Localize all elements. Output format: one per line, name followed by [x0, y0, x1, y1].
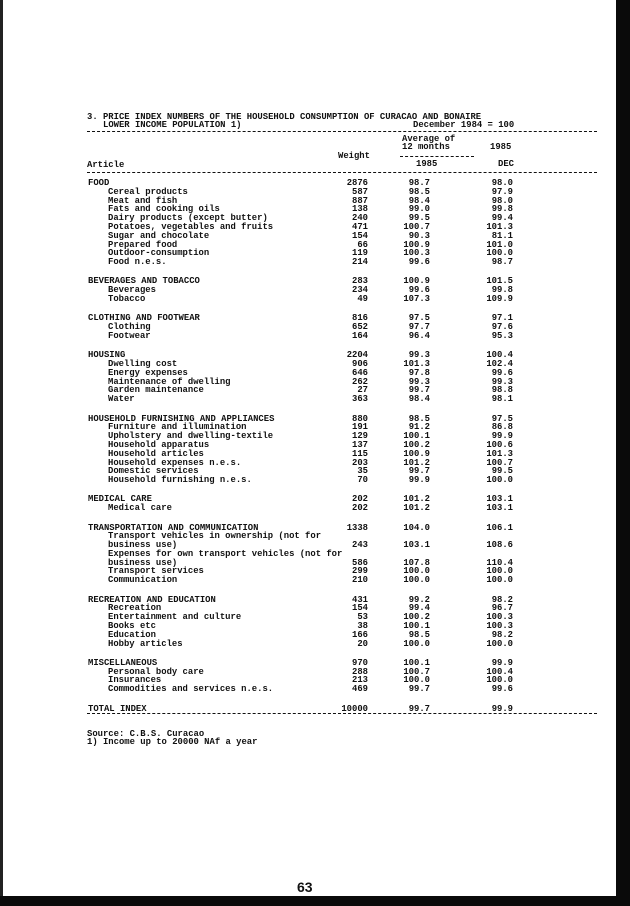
table-row [88, 504, 518, 513]
weight-value: 299 [352, 566, 368, 577]
table-subtitle: LOWER INCOME POPULATION 1) [103, 120, 242, 130]
category-group [88, 314, 518, 340]
weight-value: 240 [352, 213, 368, 224]
average-value: 99.6 [408, 285, 430, 296]
dec-value: 99.6 [491, 684, 513, 695]
header-dec-year: 1985 [490, 142, 512, 152]
category-group [88, 415, 518, 485]
dec-value: 97.6 [491, 322, 513, 333]
weight-value: 652 [352, 322, 368, 333]
dec-value: 100.4 [486, 666, 513, 677]
dec-value: 102.4 [486, 359, 513, 370]
article-label: Transport services [108, 566, 204, 577]
weight-value: 164 [352, 330, 368, 341]
article-label: Education [108, 629, 156, 640]
article-label: Sugar and chocolate [108, 230, 210, 241]
dec-value: 81.1 [491, 230, 513, 241]
average-value: 101.2 [403, 503, 430, 514]
header-divider [400, 156, 474, 157]
weight-value: 234 [352, 285, 368, 296]
category-group [88, 596, 518, 649]
article-label: Energy expenses [108, 367, 188, 378]
weight-value: 66 [357, 239, 368, 250]
average-value: 104.0 [403, 522, 430, 533]
dec-value: 103.1 [486, 503, 513, 514]
dec-value: 99.3 [491, 376, 513, 387]
weight-value: 202 [352, 494, 368, 505]
article-label: Footwear [108, 330, 151, 341]
article-label: Recreation [108, 603, 162, 614]
dec-value: 100.3 [486, 620, 513, 631]
article-label: Dairy products (except butter) [108, 213, 268, 224]
divider [87, 172, 597, 173]
average-value: 99.7 [408, 466, 430, 477]
average-value: 99.7 [408, 684, 430, 695]
dec-value: 95.3 [491, 330, 513, 341]
scan-edge-left [0, 0, 3, 906]
article-label: Prepared food [108, 239, 178, 250]
weight-value: 10000 [341, 703, 368, 714]
weight-value: 880 [352, 413, 368, 424]
dec-value: 98.8 [491, 385, 513, 396]
average-value: 100.2 [403, 612, 430, 623]
article-label: MEDICAL CARE [88, 494, 152, 505]
article-label: Meat and fish [108, 195, 178, 206]
weight-value: 115 [352, 448, 368, 459]
article-label: CLOTHING AND FOOTWEAR [88, 313, 200, 324]
article-label: FOOD [88, 178, 110, 188]
dec-value: 98.2 [491, 629, 513, 640]
average-value: 100.0 [403, 575, 430, 586]
average-value: 100.1 [403, 431, 430, 442]
article-label: Cereal products [108, 186, 188, 197]
weight-value: 243 [352, 540, 368, 551]
average-value: 101.3 [403, 359, 430, 370]
weight-value: 887 [352, 195, 368, 206]
price-index-table [88, 179, 518, 724]
article-label: Communication [108, 575, 178, 586]
weight-value: 154 [352, 603, 368, 614]
weight-value: 262 [352, 376, 368, 387]
header-article: Article [87, 160, 125, 170]
average-value: 100.7 [403, 221, 430, 232]
average-value: 100.9 [403, 448, 430, 459]
dec-value: 100.0 [486, 475, 513, 486]
header-dec-label: DEC [498, 159, 514, 169]
article-label: Food n.e.s. [108, 257, 167, 268]
dec-value: 101.5 [486, 276, 513, 287]
header-average-year: 1985 [416, 159, 438, 169]
article-label: HOUSING [88, 350, 126, 361]
weight-value: 816 [352, 313, 368, 324]
article-label: Hobby articles [108, 638, 183, 649]
weight-value: 38 [357, 620, 368, 631]
dec-value: 108.6 [486, 540, 513, 551]
weight-value: 431 [352, 594, 368, 605]
article-label: Dwelling cost [108, 359, 178, 370]
average-value: 100.0 [403, 675, 430, 686]
dec-value: 100.0 [486, 566, 513, 577]
category-row [88, 314, 518, 323]
table-row [88, 295, 518, 304]
average-value: 103.1 [403, 540, 430, 551]
table-row [88, 258, 518, 267]
article-label: Fats and cooking oils [108, 204, 220, 215]
dec-value: 98.0 [491, 178, 513, 188]
weight-value: 363 [352, 394, 368, 405]
article-label: Tobacco [108, 294, 146, 305]
article-label: Garden maintenance [108, 385, 204, 396]
dec-value: 101.3 [486, 448, 513, 459]
article-label: Potatoes, vegetables and fruits [108, 221, 274, 232]
average-value: 101.2 [403, 457, 430, 468]
average-value: 99.3 [408, 376, 430, 387]
dec-value: 97.1 [491, 313, 513, 324]
weight-value: 191 [352, 422, 368, 433]
table-row [88, 640, 518, 649]
article-label: Upholstery and dwelling-textile [108, 431, 274, 442]
dec-value: 100.3 [486, 612, 513, 623]
divider [87, 713, 597, 714]
divider [87, 131, 597, 132]
table-row [88, 323, 518, 332]
weight-value: 970 [352, 657, 368, 668]
average-value: 100.3 [403, 248, 430, 259]
article-label: Entertainment and culture [108, 612, 242, 623]
weight-value: 586 [352, 557, 368, 568]
average-value: 97.5 [408, 313, 430, 324]
article-label: Medical care [108, 503, 172, 514]
weight-value: 53 [357, 612, 368, 623]
article-label: Beverages [108, 285, 156, 296]
average-value: 97.8 [408, 367, 430, 378]
weight-value: 20 [357, 638, 368, 649]
table-row [88, 386, 518, 395]
dec-value: 99.6 [491, 367, 513, 378]
average-value: 98.4 [408, 394, 430, 405]
average-value: 100.1 [403, 657, 430, 668]
weight-value: 587 [352, 186, 368, 197]
article-label: MISCELLANEOUS [88, 657, 158, 668]
weight-value: 1338 [346, 522, 368, 533]
header-average-line1: Average of [402, 134, 456, 144]
page-number: 63 [297, 879, 313, 895]
table-row [88, 476, 518, 485]
source-note: Source: C.B.S. Curacao [87, 729, 205, 739]
article-label: Household expenses n.e.s. [108, 457, 242, 468]
average-value: 100.0 [403, 566, 430, 577]
article-label: business use) [108, 540, 178, 551]
article-label: HOUSEHOLD FURNISHING AND APPLIANCES [88, 413, 275, 424]
dec-value: 99.8 [491, 285, 513, 296]
dec-value: 97.5 [491, 413, 513, 424]
article-label: Books etc [108, 620, 156, 631]
article-label: TOTAL INDEX [88, 703, 147, 714]
dec-value: 99.5 [491, 466, 513, 477]
dec-value: 86.8 [491, 422, 513, 433]
average-value: 99.2 [408, 594, 430, 605]
category-group [88, 495, 518, 513]
category-group [88, 524, 518, 586]
average-value: 97.7 [408, 322, 430, 333]
weight-value: 137 [352, 439, 368, 450]
scan-edge-bottom [0, 896, 630, 906]
table-row [88, 576, 518, 585]
table-title: 3. PRICE INDEX NUMBERS OF THE HOUSEHOLD CONSUMPTION OF CURACAO AND BONAIRE [87, 112, 482, 122]
average-value: 101.2 [403, 494, 430, 505]
dec-value: 100.6 [486, 439, 513, 450]
weight-value: 214 [352, 257, 368, 268]
dec-value: 98.2 [491, 594, 513, 605]
average-value: 100.7 [403, 666, 430, 677]
weight-value: 70 [357, 475, 368, 486]
weight-value: 166 [352, 629, 368, 640]
average-value: 107.3 [403, 294, 430, 305]
dec-value: 100.0 [486, 675, 513, 686]
dec-value: 101.3 [486, 221, 513, 232]
table-row [88, 332, 518, 341]
article-label: Commodities and services n.e.s. [108, 684, 274, 695]
article-label: Household articles [108, 448, 204, 459]
weight-value: 35 [357, 466, 368, 477]
average-value: 99.0 [408, 204, 430, 215]
average-value: 99.5 [408, 213, 430, 224]
dec-value: 98.0 [491, 195, 513, 206]
dec-value: 99.9 [491, 703, 513, 714]
article-label: Domestic services [108, 466, 199, 477]
scan-edge-right [616, 0, 630, 906]
dec-value: 100.0 [486, 248, 513, 259]
article-label: Clothing [108, 322, 151, 333]
article-label: Outdoor-consumption [108, 248, 210, 259]
weight-value: 203 [352, 457, 368, 468]
dec-value: 100.0 [486, 638, 513, 649]
average-value: 98.5 [408, 629, 430, 640]
average-value: 100.1 [403, 620, 430, 631]
dec-value: 109.9 [486, 294, 513, 305]
average-value: 100.9 [403, 239, 430, 250]
weight-value: 27 [357, 385, 368, 396]
dec-value: 103.1 [486, 494, 513, 505]
header-weight: Weight [338, 151, 370, 161]
weight-value: 154 [352, 230, 368, 241]
weight-value: 138 [352, 204, 368, 215]
dec-value: 96.7 [491, 603, 513, 614]
article-label: Personal body care [108, 666, 204, 677]
dec-value: 99.4 [491, 213, 513, 224]
article-label: BEVERAGES AND TOBACCO [88, 276, 200, 287]
average-value: 90.3 [408, 230, 430, 241]
weight-value: 119 [352, 248, 368, 259]
weight-value: 646 [352, 367, 368, 378]
article-label: Household apparatus [108, 439, 210, 450]
article-label: business use) [108, 557, 178, 568]
average-value: 98.5 [408, 186, 430, 197]
weight-value: 129 [352, 431, 368, 442]
base-period: December 1984 = 100 [413, 120, 515, 130]
article-label: Household furnishing n.e.s. [108, 475, 252, 486]
weight-value: 469 [352, 684, 368, 695]
table-row [88, 685, 518, 694]
average-value: 99.3 [408, 350, 430, 361]
weight-value: 2204 [346, 350, 368, 361]
average-value: 107.8 [403, 557, 430, 568]
average-value: 98.4 [408, 195, 430, 206]
article-label: Furniture and illumination [108, 422, 247, 433]
weight-value: 49 [357, 294, 368, 305]
weight-value: 213 [352, 675, 368, 686]
weight-value: 288 [352, 666, 368, 677]
article-label: Water [108, 394, 135, 405]
average-value: 100.0 [403, 638, 430, 649]
header-average-line2: 12 months [402, 142, 450, 152]
dec-value: 99.9 [491, 657, 513, 668]
dec-value: 100.0 [486, 575, 513, 586]
dec-value: 110.4 [486, 557, 513, 568]
article-label: TRANSPORTATION AND COMMUNICATION [88, 522, 259, 533]
article-label: RECREATION AND EDUCATION [88, 594, 216, 605]
average-value: 99.9 [408, 475, 430, 486]
average-value: 99.6 [408, 257, 430, 268]
weight-value: 202 [352, 503, 368, 514]
dec-value: 101.0 [486, 239, 513, 250]
weight-value: 283 [352, 276, 368, 287]
weight-value: 2876 [346, 178, 368, 188]
dec-value: 106.1 [486, 522, 513, 533]
average-value: 100.2 [403, 439, 430, 450]
dec-value: 98.7 [491, 257, 513, 268]
category-group [88, 179, 518, 267]
average-value: 91.2 [408, 422, 430, 433]
article-label: Expenses for own transport vehicles (not for [108, 548, 343, 559]
weight-value: 471 [352, 221, 368, 232]
dec-value: 97.9 [491, 186, 513, 197]
article-label: Maintenance of dwelling [108, 376, 231, 387]
average-value: 96.4 [408, 330, 430, 341]
category-group [88, 659, 518, 694]
category-group [88, 351, 518, 404]
dec-value: 100.7 [486, 457, 513, 468]
average-value: 99.7 [408, 385, 430, 396]
dec-value: 99.9 [491, 431, 513, 442]
table-row [88, 286, 518, 295]
average-value: 98.5 [408, 413, 430, 424]
average-value: 99.7 [408, 703, 430, 714]
table-row [88, 395, 518, 404]
weight-value: 906 [352, 359, 368, 370]
category-group [88, 277, 518, 303]
weight-value: 210 [352, 575, 368, 586]
average-value: 98.7 [408, 178, 430, 188]
dec-value: 99.8 [491, 204, 513, 215]
dec-value: 98.1 [491, 394, 513, 405]
dec-value: 100.4 [486, 350, 513, 361]
average-value: 100.9 [403, 276, 430, 287]
article-label: Transport vehicles in ownership (not for [108, 531, 322, 542]
footnote: 1) Income up to 20000 NAf a year [87, 737, 258, 747]
article-label: Insurances [108, 675, 162, 686]
average-value: 99.4 [408, 603, 430, 614]
